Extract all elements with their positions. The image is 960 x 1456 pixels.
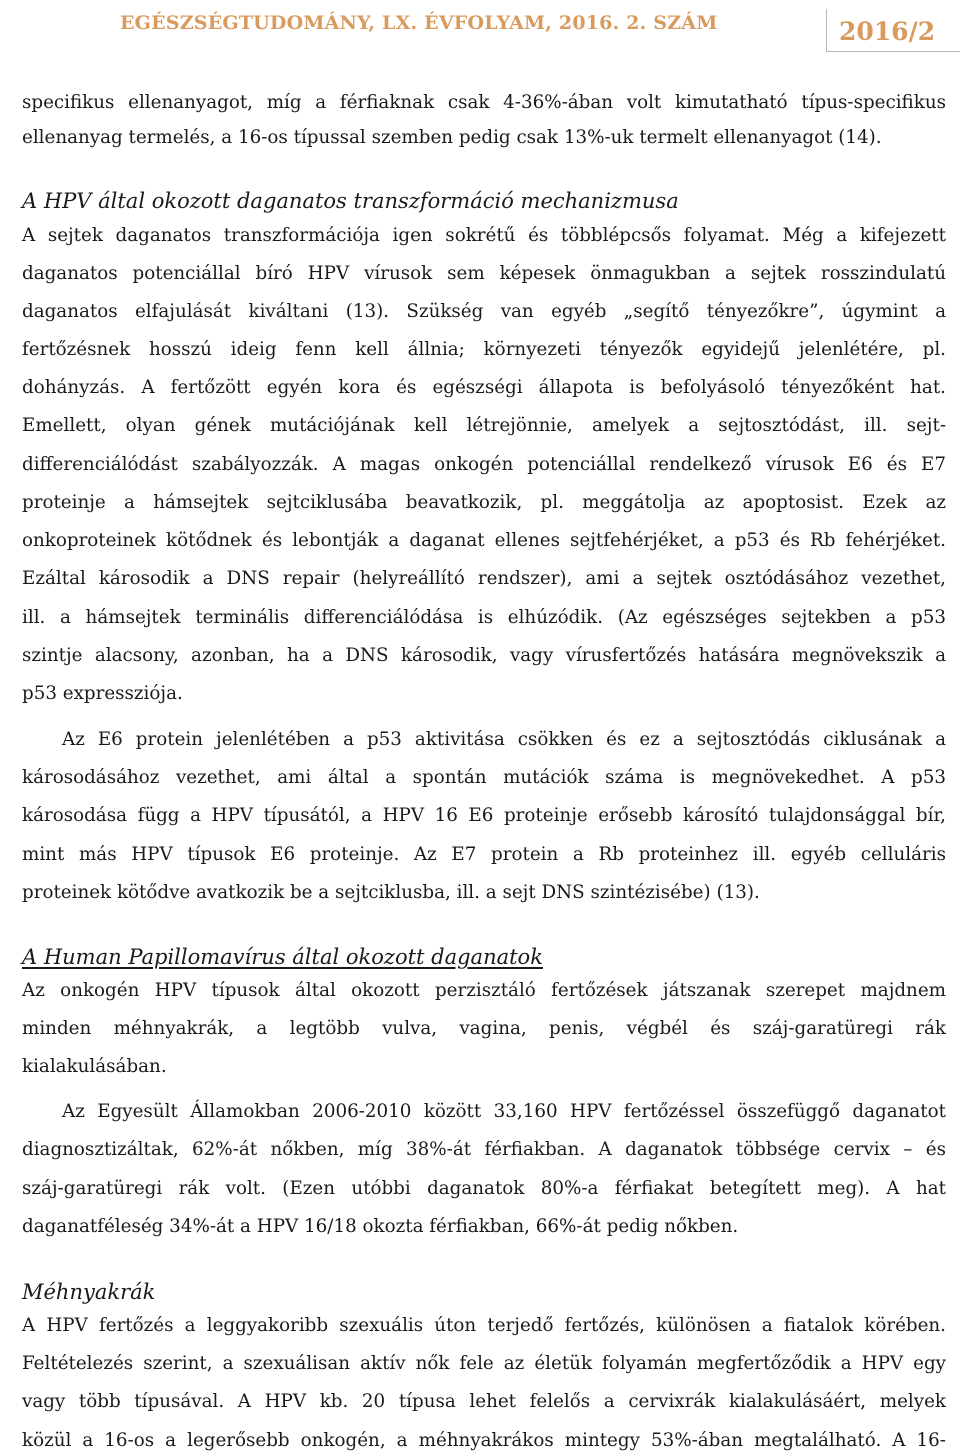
- issue-number: 2016/2: [839, 17, 936, 46]
- text-line: károsodásához vezethet, ami által a spontán mutációk száma is megnövekedhet. A p53: [22, 767, 946, 788]
- section-heading: A Human Papillomavírus által okozott daganatok: [22, 945, 543, 969]
- text-line: daganatféleség 34%-át a HPV 16/18 okozta férfiakban, 66%-át pedig nőkben.: [22, 1216, 739, 1237]
- text-line: daganatos elfajulását kiváltani (13). Szükség van egyéb „segítő tényezőkre”, úgymint a: [22, 301, 946, 322]
- text-line: Az E6 protein jelenlétében a p53 aktivitása csökken és ez a sejtosztódás ciklusának a: [62, 729, 946, 750]
- text-line: kialakulásában.: [22, 1056, 167, 1077]
- text-line: száj-garatüregi rák volt. (Ezen utóbbi daganatok 80%-a férfiakat betegített meg). A hat: [22, 1178, 946, 1199]
- text-line: Az onkogén HPV típusok által okozott perzisztáló fertőzések játszanak szerepet majdnem: [22, 980, 946, 1001]
- text-line: daganatos potenciállal bíró HPV vírusok sem képesek önmagukban a sejtek rosszindulatú: [22, 263, 946, 284]
- text-line: Ezáltal károsodik a DNS repair (helyreállító rendszer), ami a sejtek osztódásához vezethet,: [22, 568, 946, 589]
- text-line: A HPV fertőzés a leggyakoribb szexuális úton terjedő fertőzés, különösen a fiatalok körében.: [22, 1315, 946, 1336]
- running-header: [0, 0, 960, 64]
- text-line: proteinek kötődve avatkozik be a sejtciklusba, ill. a sejt DNS szintézisébe) (13).: [22, 882, 760, 903]
- text-line: szintje alacsony, azonban, ha a DNS károsodik, vagy vírusfertőzés hatására megnövekszik a: [22, 645, 946, 666]
- text-line: Feltételezés szerint, a szexuálisan aktív nők fele az életük folyamán megfertőződik a HPV egy: [22, 1353, 946, 1374]
- text-line: Emellett, olyan gének mutációjának kell létrejönnie, amelyek a sejtosztódást, ill. sejt-: [22, 415, 946, 436]
- text-line: Az Egyesült Államokban 2006-2010 között 33,160 HPV fertőzéssel összefüggő daganatot: [62, 1101, 946, 1122]
- text-line: specifikus ellenanyagot, míg a férfiaknak csak 4-36%-ában volt kimutatható típus-specifikus: [22, 92, 946, 113]
- text-line: A sejtek daganatos transzformációja igen sokrétű és többlépcsős folyamat. Még a kifejezett: [22, 225, 946, 246]
- text-line: onkoproteinek kötődnek és lebontják a daganat ellenes sejtfehérjéket, a p53 és Rb fehérjéket.: [22, 530, 946, 551]
- text-line: közül a 16-os a legerősebb onkogén, a méhnyakrákos mintegy 53%-ában megtalálható. A 16-: [22, 1430, 946, 1451]
- text-line: mint más HPV típusok E6 proteinje. Az E7 protein a Rb proteinhez ill. egyéb celluláris: [22, 844, 946, 865]
- issue-box: [826, 9, 960, 52]
- text-line: minden méhnyakrák, a legtöbb vulva, vagina, penis, végbél és száj-garatüregi rák: [22, 1018, 946, 1039]
- text-line: p53 expressziója.: [22, 683, 183, 704]
- text-line: dohányzás. A fertőzött egyén kora és egészségi állapota is befolyásoló tényezőként hat.: [22, 377, 946, 398]
- text-line: ill. a hámsejtek terminális differenciálódása is elhúzódik. (Az egészséges sejtekben a p53: [22, 607, 946, 628]
- text-line: fertőzésnek hosszú ideig fenn kell állnia; környezeti tényezők egyidejű jelenlétére, pl.: [22, 339, 946, 360]
- section-heading: Méhnyakrák: [22, 1280, 156, 1304]
- text-line: proteinje a hámsejtek sejtciklusába beavatkozik, pl. meggátolja az apoptosist. Ezek az: [22, 492, 946, 513]
- text-line: vagy több típusával. A HPV kb. 20 típusa lehet felelős a cervixrák kialakulásáért, melyek: [22, 1391, 946, 1412]
- text-line: károsodása függ a HPV típusától, a HPV 16 E6 proteinje erősebb károsító tulajdonsággal bír,: [22, 805, 946, 826]
- text-line: ellenanyag termelés, a 16-os típussal szemben pedig csak 13%-uk termelt ellenanyagot (14).: [22, 127, 882, 148]
- text-line: diagnosztizáltak, 62%-át nőkben, míg 38%-át férfiakban. A daganatok többsége cervix – és: [22, 1139, 946, 1160]
- journal-title: EGÉSZSÉGTUDOMÁNY, LX. ÉVFOLYAM, 2016. 2. SZÁM: [120, 12, 718, 34]
- section-heading: A HPV által okozott daganatos transzformáció mechanizmusa: [22, 189, 679, 213]
- text-line: differenciálódást szabályozzák. A magas onkogén potenciállal rendelkező vírusok E6 és E7: [22, 454, 946, 475]
